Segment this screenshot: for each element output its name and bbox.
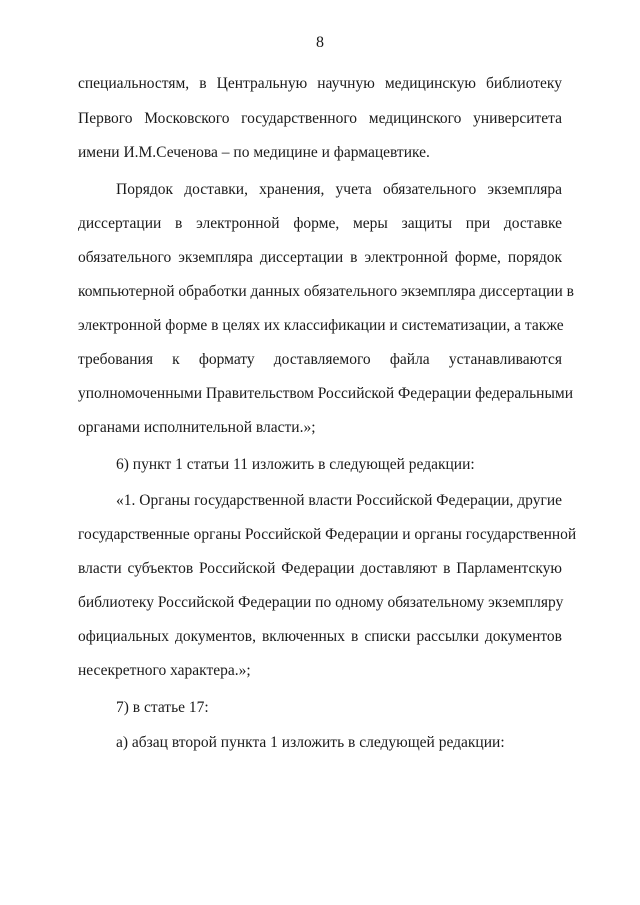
text-line: Первого Московского государственного медицинского университета — [78, 110, 562, 127]
text-line: имени И.М.Сеченова – по медицине и фармацевтике. — [78, 144, 430, 161]
text-line: компьютерной обработки данных обязательного экземпляра диссертации в — [78, 283, 574, 300]
text-line: несекретного характера.»; — [78, 662, 251, 679]
paragraph-first-line: Порядок доставки, хранения, учета обязательного экземпляра — [116, 181, 562, 198]
text-line: власти субъектов Российской Федерации доставляют в Парламентскую — [78, 560, 562, 577]
paragraph-first-line: «1. Органы государственной власти Российской Федерации, другие — [116, 492, 562, 509]
paragraph-first-line: 7) в статье 17: — [116, 699, 209, 716]
text-line: специальностям, в Центральную научную медицинскую библиотеку — [78, 75, 562, 92]
page-number: 8 — [316, 34, 324, 51]
text-line: органами исполнительной власти.»; — [78, 419, 316, 436]
paragraph-first-line: 6) пункт 1 статьи 11 изложить в следующей редакции: — [116, 456, 475, 473]
text-line: требования к формату доставляемого файла устанавливаются — [78, 351, 562, 368]
text-line: официальных документов, включенных в списки рассылки документов — [78, 628, 562, 645]
paragraph-first-line: а) абзац второй пункта 1 изложить в следующей редакции: — [116, 734, 505, 751]
text-line: обязательного экземпляра диссертации в электронной форме, порядок — [78, 249, 562, 266]
text-line: диссертации в электронной форме, меры защиты при доставке — [78, 215, 562, 232]
text-line: библиотеку Российской Федерации по одному обязательному экземпляру — [78, 594, 564, 611]
text-line: государственные органы Российской Федерации и органы государственной — [78, 526, 577, 543]
text-line: уполномоченными Правительством Российской Федерации федеральными — [78, 385, 573, 402]
text-line: электронной форме в целях их классификации и систематизации, а также — [78, 317, 564, 334]
